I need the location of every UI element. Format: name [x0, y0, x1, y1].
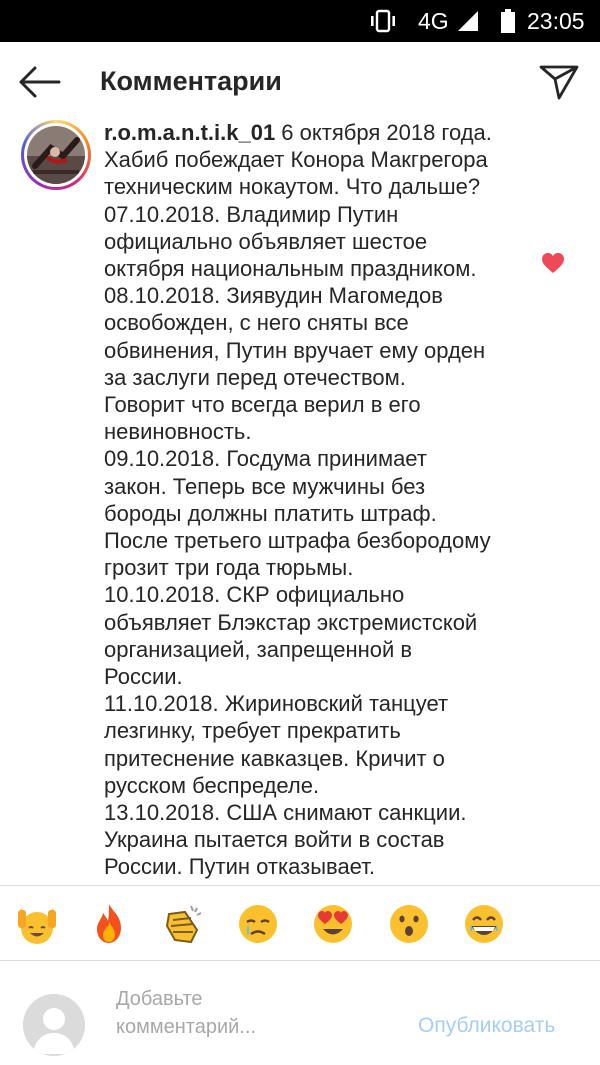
commenter-username[interactable]: r.o.m.a.n.t.i.k_01	[104, 120, 276, 145]
comment-first-line	[104, 119, 524, 146]
comment-line: После третьего штрафа безбородому	[104, 528, 491, 554]
comment-line: организацией, запрещенной в	[104, 636, 413, 662]
comment-line: Говорит что всегда верил в его	[104, 392, 421, 418]
comment-line: за заслуги перед отечеством.	[104, 364, 406, 390]
comment-input-placeholder-line: комментарий...	[116, 1016, 256, 1038]
comment-line: техническим нокаутом. Что дальше?	[104, 174, 481, 200]
arrow-left-icon	[17, 66, 61, 98]
comment-body	[104, 119, 524, 881]
comment-line: бороды должны платить штраф.	[104, 500, 437, 526]
clapping-hands-emoji-icon[interactable]	[161, 902, 205, 946]
comment-line: 13.10.2018. США снимают санкции.	[104, 800, 467, 826]
status-bar	[0, 0, 600, 42]
comment-line: закон. Теперь все мужчины без	[104, 473, 426, 499]
default-user-icon	[23, 994, 85, 1056]
comment-line: Украина пытается войти в состав	[104, 827, 445, 853]
comment-input[interactable]	[116, 985, 396, 1045]
avatar-photo-icon	[27, 126, 85, 184]
comment-line: 09.10.2018. Госдума принимает	[104, 446, 427, 472]
heart-eyes-emoji-icon[interactable]	[311, 902, 355, 946]
comment-line: лезгинку, требует прекратить	[104, 718, 401, 744]
publish-button[interactable]: Опубликовать	[418, 1014, 556, 1037]
grinning-face-emoji-icon[interactable]	[462, 902, 506, 946]
network-type-label: 4G	[418, 7, 449, 34]
comment-line: 10.10.2018. СКР официально	[104, 582, 405, 608]
heart-icon	[541, 252, 565, 274]
battery-icon	[500, 0, 516, 42]
comment-line: 08.10.2018. Зиявудин Магомедов	[104, 283, 443, 309]
comment-line: 07.10.2018. Владимир Путин	[104, 201, 399, 227]
crying-face-emoji-icon[interactable]	[236, 902, 280, 946]
comment-line: 11.10.2018. Жириновский танцует	[104, 691, 449, 717]
clock: 23:05	[527, 7, 585, 34]
comment-line: объявляет Блэкстар экстремистской	[104, 609, 478, 635]
commenter-avatar[interactable]	[21, 120, 91, 190]
comment-list[interactable]	[0, 115, 600, 885]
comment-composer	[0, 961, 600, 1065]
comment-line: освобожден, с него сняты все	[104, 310, 409, 336]
comment-line: России. Путин отказывает.	[104, 854, 375, 880]
comment-line: Хабиб побеждает Конора Макгрегора	[104, 147, 488, 173]
comment-line: октября национальным праздником.	[104, 256, 477, 282]
comment-line: невиновность.	[104, 419, 252, 445]
header	[0, 42, 600, 122]
emoji-quick-bar	[0, 886, 600, 960]
surprised-face-emoji-icon[interactable]	[387, 902, 431, 946]
signal-icon	[456, 0, 480, 42]
page-title: Комментарии	[100, 66, 282, 96]
direct-share-button[interactable]	[536, 60, 582, 104]
comment-line: 6 октября 2018 года.	[275, 120, 492, 145]
paper-plane-icon	[539, 64, 579, 100]
comment-line: обвинения, Путин вручает ему орден	[104, 337, 486, 363]
vibrate-icon	[368, 0, 398, 42]
raising-hands-emoji-icon[interactable]	[15, 902, 59, 946]
fire-emoji-icon[interactable]	[87, 902, 131, 946]
current-user-avatar	[23, 994, 85, 1056]
comment-line: грозит три года тюрьмы.	[104, 555, 354, 581]
comment-line: официально объявляет шестое	[104, 228, 428, 254]
comment-line: русском беспределе.	[104, 772, 320, 798]
comment-line: притеснение кавказцев. Кричит о	[104, 745, 445, 771]
back-button[interactable]	[14, 58, 64, 106]
like-button[interactable]	[541, 252, 565, 274]
comment-input-placeholder-line: Добавьте	[116, 988, 203, 1010]
comment-line: России.	[104, 664, 183, 690]
